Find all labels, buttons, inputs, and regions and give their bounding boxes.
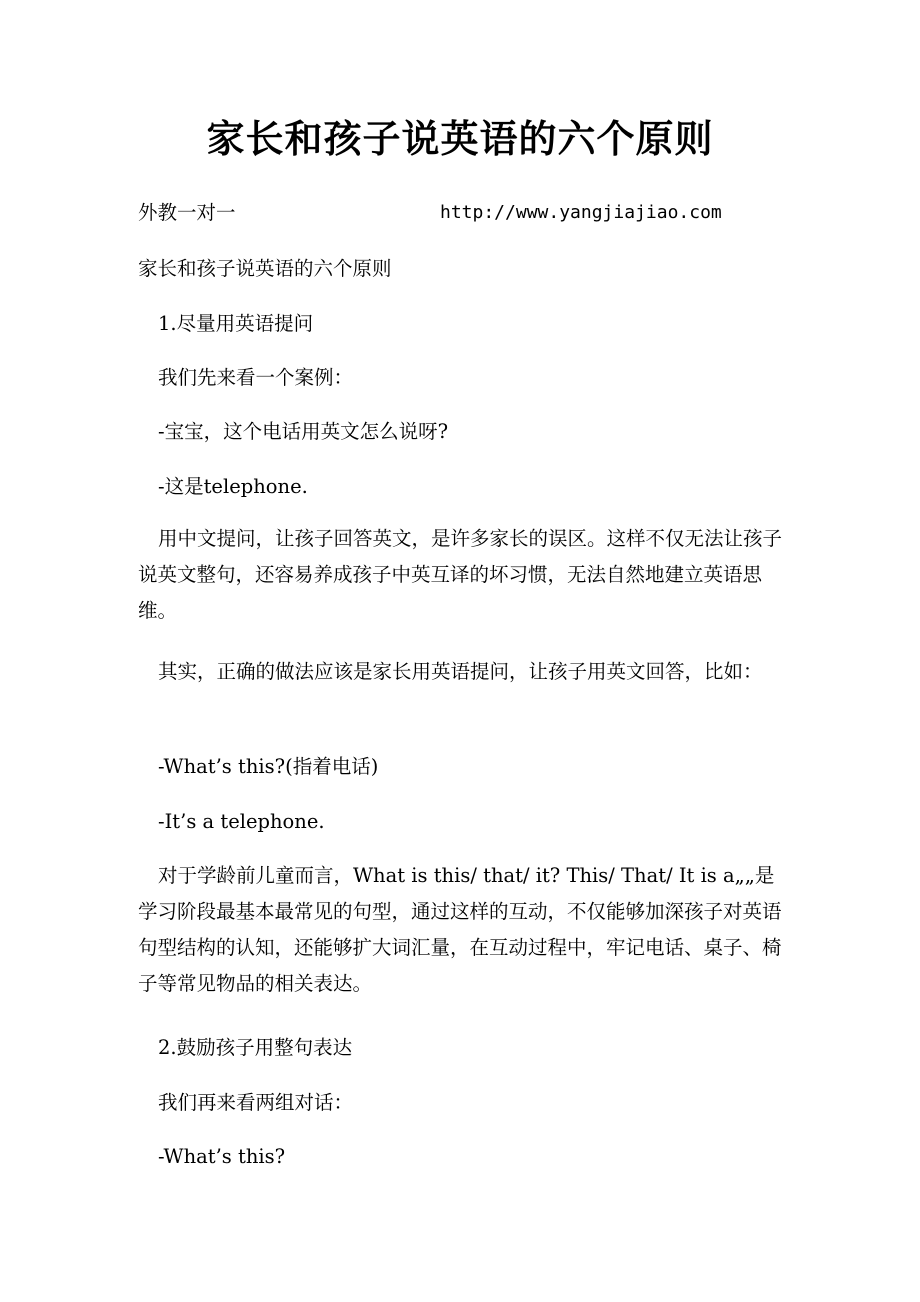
paragraph: 其实，正确的做法应该是家长用英语提问，让孩子用英文回答，比如：: [158, 660, 763, 683]
dialogue-line: -It’s a telephone.: [158, 810, 325, 833]
section-heading-1: 1.尽量用英语提问: [158, 312, 314, 335]
dialogue-line: -What’s this?: [158, 1145, 286, 1168]
paragraph: 用中文提问，让孩子回答英文，是许多家长的误区。这样不仅无法让孩子说英文整句，还容易养成孩子中英互译的坏习惯，无法自然地建立英语思维。: [138, 527, 783, 622]
paragraph: 对于学龄前儿童而言，What is this/ that/ it? This/ That/ It is a„„是学习阶段最基本最常见的句型，通过这样的互动，不仅能够加深孩子对英语句型结构的认知，还能够扩大词汇量，在互动过程中，牢记电话、桌子、椅子等常见物品的相关表达。: [138, 864, 782, 995]
dialogue-line: -这是telephone.: [158, 475, 308, 498]
dialogue-line: -宝宝，这个电话用英文怎么说呀?: [158, 420, 449, 443]
site-url[interactable]: http://www.yangjiajiao.com: [440, 202, 722, 223]
document-title: 家长和孩子说英语的六个原则: [206, 116, 714, 161]
section-heading-2: 2.鼓励孩子用整句表达: [158, 1036, 353, 1059]
subtitle: 家长和孩子说英语的六个原则: [138, 257, 392, 280]
site-label: 外教一对一: [138, 201, 236, 224]
paragraph-line: 我们先来看一个案例：: [158, 366, 354, 389]
dialogue-line: -What’s this?(指着电话): [158, 755, 379, 778]
paragraph-line: 我们再来看两组对话：: [158, 1091, 354, 1114]
